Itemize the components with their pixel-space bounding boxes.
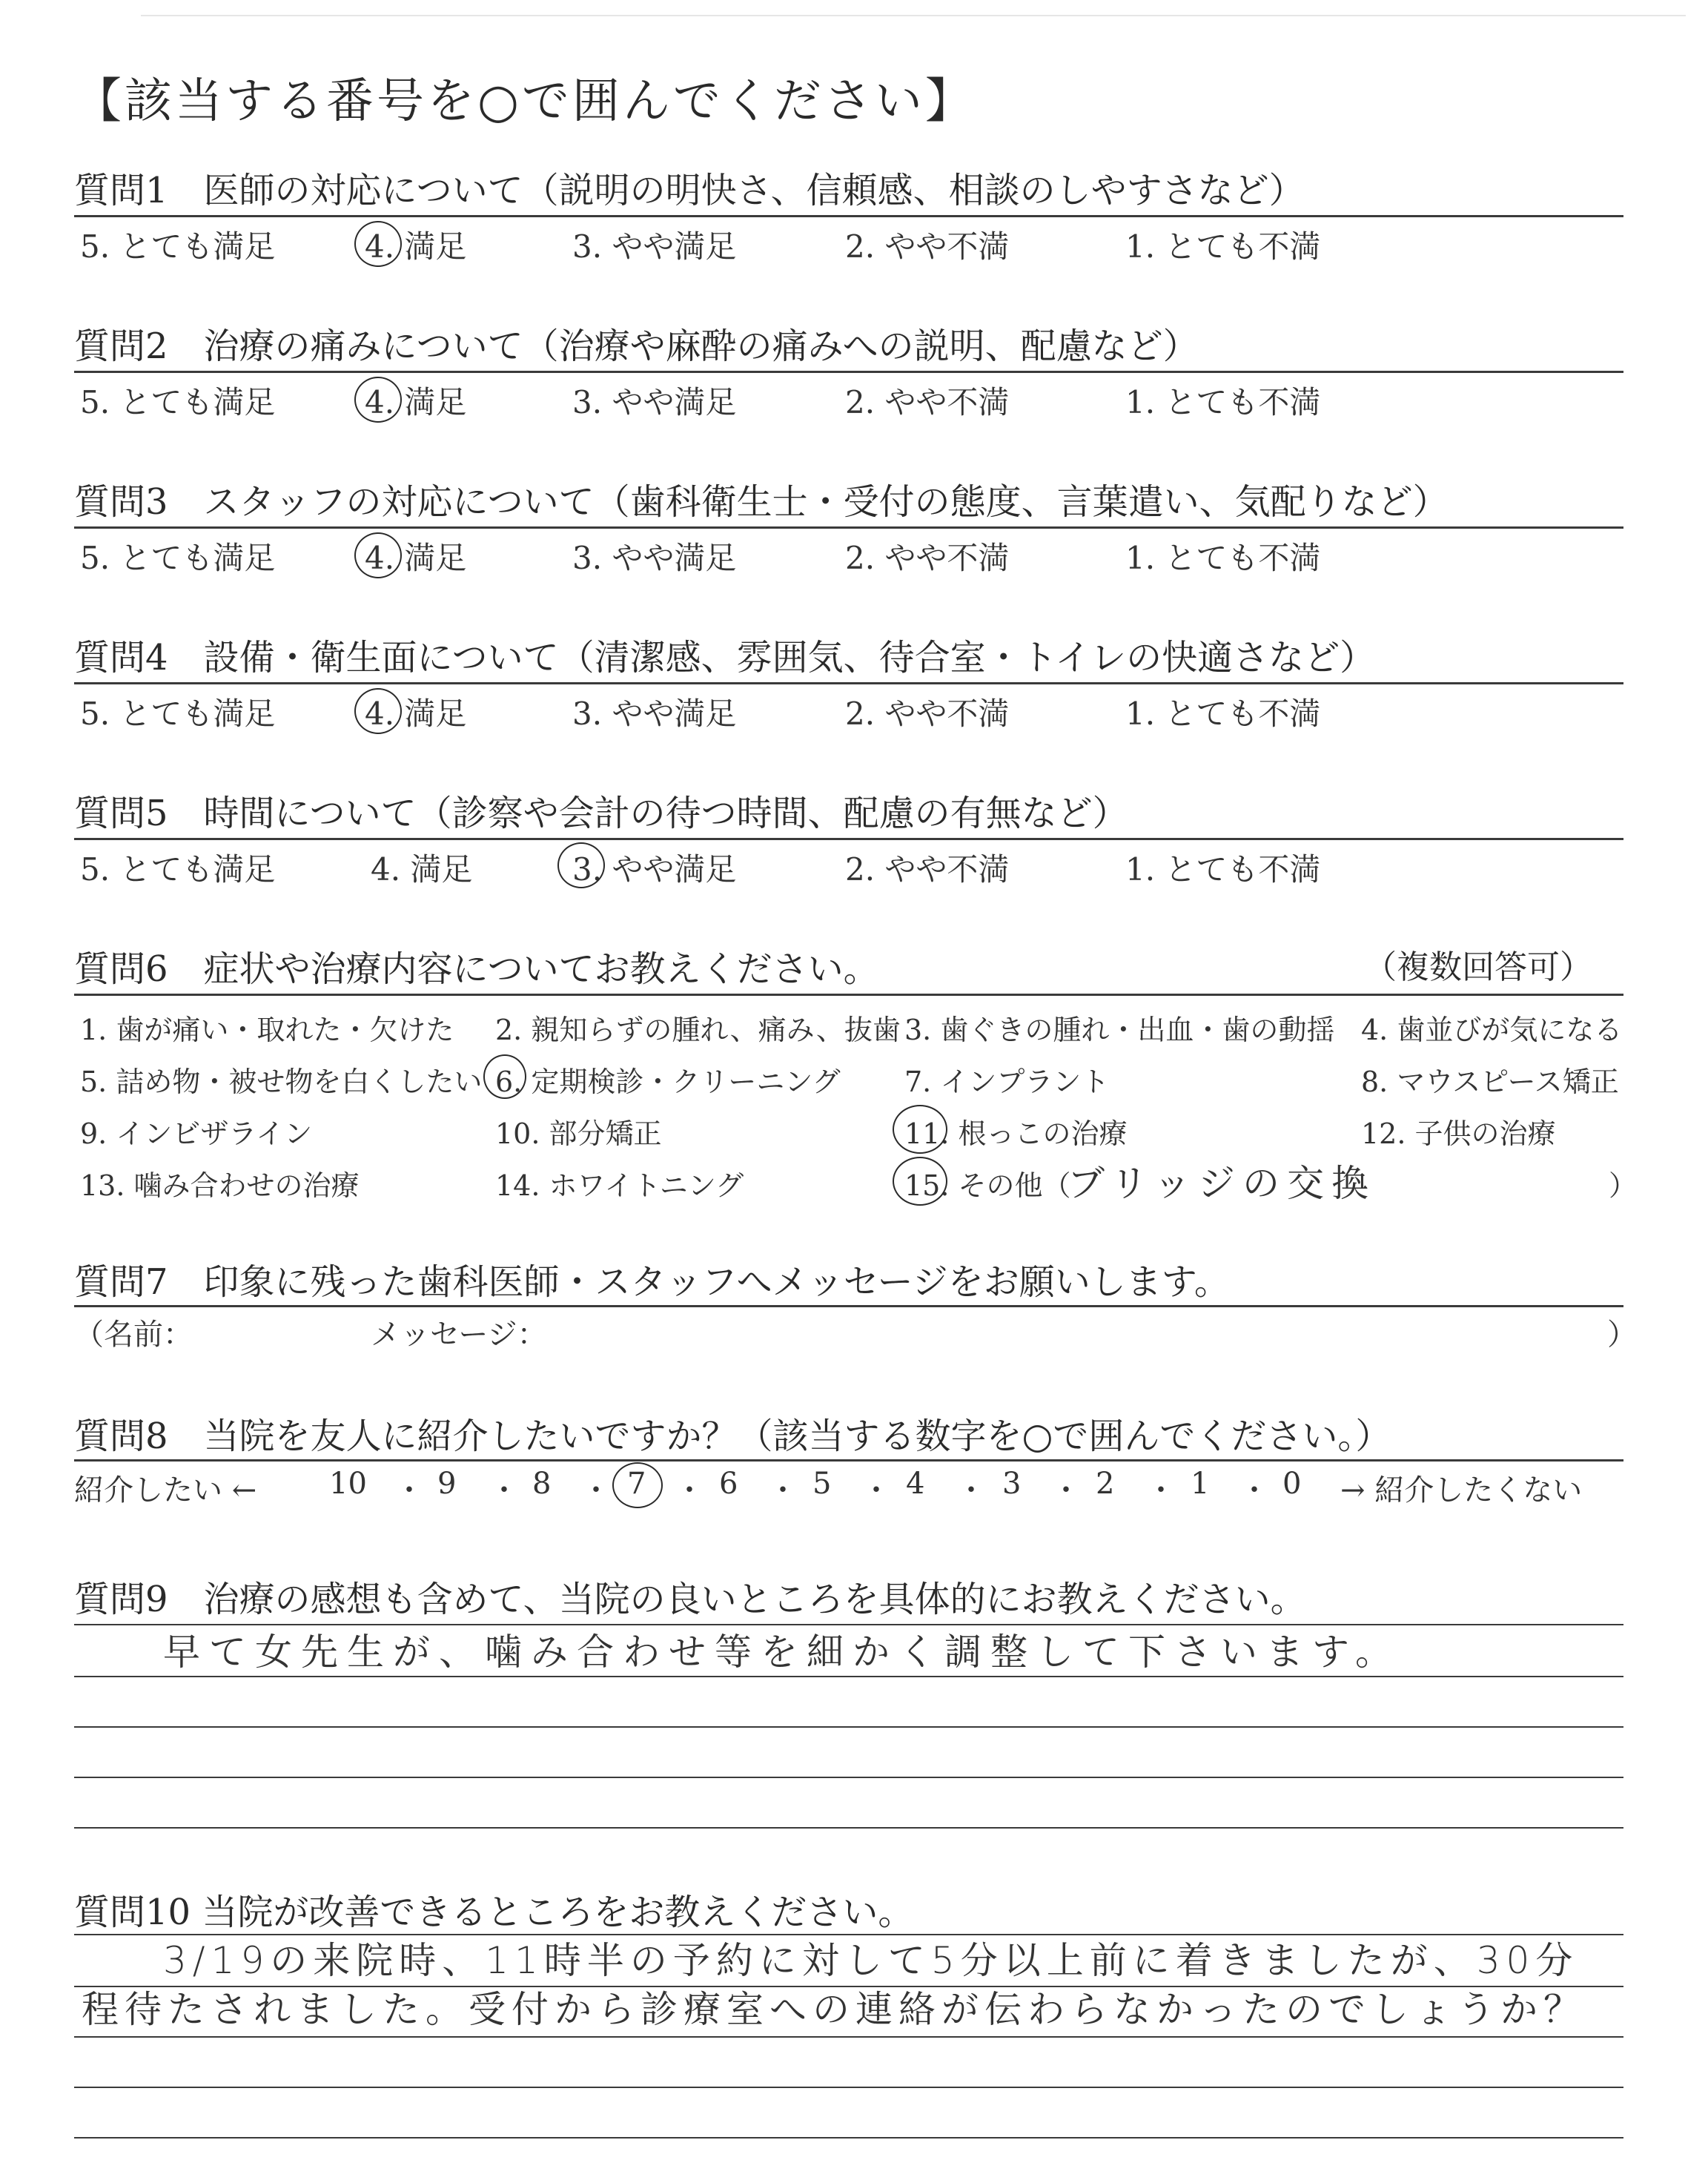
q1-option-4[interactable]: 4. 満足: [365, 228, 467, 265]
q6-item-8[interactable]: 8. マウスピース矯正: [1361, 1066, 1619, 1098]
q8-left-label: 紹介したい ←: [74, 1473, 257, 1507]
q10-line-3: [74, 2036, 1623, 2038]
q3-selection-circle: [354, 532, 402, 578]
q8-option-0[interactable]: 0: [1282, 1467, 1302, 1501]
q2-option-5[interactable]: 5. とても満足: [80, 384, 276, 420]
q6-item-10[interactable]: 10. 部分矯正: [495, 1117, 662, 1150]
q8-dot: ・: [768, 1473, 798, 1507]
q6-rule: [74, 994, 1623, 996]
q8-option-8[interactable]: 8: [532, 1467, 552, 1501]
q3-title: 質問3 スタッフの対応について（歯科衛生士・受付の態度、言葉遣い、気配りなど）: [74, 481, 1449, 523]
q4-option-3[interactable]: 3. やや満足: [572, 696, 737, 732]
q6-item-13[interactable]: 13. 噛み合わせの治療: [80, 1169, 360, 1202]
q7-message-label: メッセージ：: [371, 1318, 547, 1352]
q7-close: ）: [1607, 1318, 1637, 1352]
q6-item-14[interactable]: 14. ホワイトニング: [495, 1169, 744, 1202]
q10-answer-line-2: 程待たされました。受付から診療室への連絡が伝わらなかったのでしょうか？: [82, 1988, 1586, 2031]
q8-right-label: → 紹介したくない: [1340, 1473, 1583, 1507]
q8-option-9[interactable]: 9: [437, 1467, 457, 1501]
q8-option-5[interactable]: 5: [812, 1467, 832, 1501]
q2-option-4[interactable]: 4. 満足: [365, 384, 467, 420]
q6-item-2[interactable]: 2. 親知らずの腫れ、痛み、抜歯: [495, 1014, 901, 1046]
q9-line-4: [74, 1777, 1623, 1778]
q2-selection-circle: [354, 377, 402, 423]
q8-title: 質問8 当院を友人に紹介したいですか？（該当する数字を○で囲んでください。）: [74, 1416, 1391, 1457]
q8-option-1[interactable]: 1: [1191, 1467, 1210, 1501]
top-rule: [141, 15, 1686, 16]
q8-dot: ・: [1146, 1473, 1176, 1507]
q10-title: 質問10 当院が改善できるところをお教えください。: [74, 1892, 914, 1933]
q6-item-15-circle: [893, 1157, 947, 1206]
q8-dot: ・: [956, 1473, 986, 1507]
q5-rule: [74, 838, 1623, 840]
q4-title: 質問4 設備・衛生面について（清潔感、雰囲気、待合室・トイレの快適さなど）: [74, 637, 1376, 678]
q4-option-4[interactable]: 4. 満足: [365, 696, 467, 732]
q3-option-2[interactable]: 2. やや不満: [845, 540, 1010, 576]
q4-option-1[interactable]: 1. とても不満: [1125, 696, 1321, 732]
q9-answer: 早て女先生が、噛み合わせ等を細かく調整して下さいます。: [163, 1631, 1401, 1674]
q3-option-4[interactable]: 4. 満足: [365, 540, 467, 576]
q6-item-15[interactable]: 15. その他（: [904, 1169, 1071, 1202]
q5-option-3[interactable]: 3. やや満足: [572, 851, 737, 888]
q10-line-4: [74, 2087, 1623, 2088]
q8-dot: ・: [394, 1473, 424, 1507]
q8-dot: ・: [489, 1473, 519, 1507]
q2-option-1[interactable]: 1. とても不満: [1125, 384, 1321, 420]
q8-option-2[interactable]: 2: [1096, 1467, 1115, 1501]
q6-item-5[interactable]: 5. 詰め物・被せ物を白くしたい: [80, 1066, 483, 1098]
q5-title: 質問5 時間について（診察や会計の待つ時間、配慮の有無など）: [74, 793, 1128, 834]
q6-item-6[interactable]: 6. 定期検診・クリーニング: [495, 1066, 841, 1098]
q1-rule: [74, 215, 1623, 217]
q6-item-9[interactable]: 9. インビザライン: [80, 1117, 313, 1150]
q9-title: 質問9 治療の感想も含めて、当院の良いところを具体的にお教えください。: [74, 1579, 1306, 1620]
q7-name-label: （名前：: [74, 1318, 193, 1352]
q1-selection-circle: [354, 221, 402, 267]
q2-option-3[interactable]: 3. やや満足: [572, 384, 737, 420]
q6-item-11-circle: [893, 1105, 947, 1154]
form-header: 【該当する番号を○で囲んでください】: [74, 74, 976, 129]
q6-item-1[interactable]: 1. 歯が痛い・取れた・欠けた: [80, 1014, 454, 1046]
q3-rule: [74, 526, 1623, 529]
q9-line-2: [74, 1676, 1623, 1677]
q6-item-7[interactable]: 7. インプラント: [904, 1066, 1110, 1098]
q1-title: 質問1 医師の対応について（説明の明快さ、信頼感、相談のしやすさなど）: [74, 170, 1305, 211]
q6-item-3[interactable]: 3. 歯ぐきの腫れ・出血・歯の動揺: [904, 1014, 1335, 1046]
q6-item-15-close: ）: [1609, 1169, 1638, 1202]
q6-item-6-circle: [483, 1054, 526, 1099]
q5-option-5[interactable]: 5. とても満足: [80, 851, 276, 888]
q10-line-5: [74, 2137, 1623, 2138]
q8-dot: ・: [581, 1473, 611, 1507]
q8-dot: ・: [861, 1473, 891, 1507]
q5-option-1[interactable]: 1. とても不満: [1125, 851, 1321, 888]
q4-selection-circle: [354, 688, 402, 734]
q4-option-2[interactable]: 2. やや不満: [845, 696, 1010, 732]
q7-title: 質問7 印象に残った歯科医師・スタッフへメッセージをお願いします。: [74, 1261, 1230, 1303]
q8-option-6[interactable]: 6: [719, 1467, 738, 1501]
q8-dot: ・: [1051, 1473, 1081, 1507]
q7-rule: [74, 1305, 1623, 1307]
q8-rule: [74, 1459, 1623, 1462]
q3-option-3[interactable]: 3. やや満足: [572, 540, 737, 576]
q1-option-2[interactable]: 2. やや不満: [845, 228, 1010, 265]
q8-option-7[interactable]: 7: [627, 1467, 646, 1501]
q1-option-5[interactable]: 5. とても満足: [80, 228, 276, 265]
q2-rule: [74, 371, 1623, 373]
q6-other-handwritten: ブリッジの交換: [1068, 1162, 1376, 1205]
q9-line-3: [74, 1726, 1623, 1728]
q3-option-5[interactable]: 5. とても満足: [80, 540, 276, 576]
q8-option-3[interactable]: 3: [1002, 1467, 1022, 1501]
q6-title: 質問6 症状や治療内容についてお教えください。: [74, 948, 879, 990]
q5-option-2[interactable]: 2. やや不満: [845, 851, 1010, 888]
q2-title: 質問2 治療の痛みについて（治療や麻酔の痛みへの説明、配慮など）: [74, 326, 1199, 367]
q1-option-1[interactable]: 1. とても不満: [1125, 228, 1321, 265]
q6-note: （複数回答可）: [1364, 948, 1592, 986]
q8-dot: ・: [1239, 1473, 1269, 1507]
q4-option-5[interactable]: 5. とても満足: [80, 696, 276, 732]
q4-rule: [74, 682, 1623, 684]
q1-option-3[interactable]: 3. やや満足: [572, 228, 737, 265]
q8-dot: ・: [675, 1473, 704, 1507]
q3-option-1[interactable]: 1. とても不満: [1125, 540, 1321, 576]
q6-item-12[interactable]: 12. 子供の治療: [1361, 1117, 1556, 1150]
q8-selection-circle: [612, 1462, 663, 1508]
q6-item-4[interactable]: 4. 歯並びが気になる: [1361, 1014, 1623, 1046]
q2-option-2[interactable]: 2. やや不満: [845, 384, 1010, 420]
q5-option-4[interactable]: 4. 満足: [371, 851, 473, 888]
q8-option-4[interactable]: 4: [906, 1467, 925, 1501]
q10-answer-line-1: 3/19の来院時、11時半の予約に対して5分以上前に着きましたが、30分: [163, 1939, 1579, 1982]
q5-selection-circle: [557, 842, 605, 888]
q8-option-10[interactable]: 10: [329, 1467, 367, 1501]
q9-line-5: [74, 1827, 1623, 1829]
q6-item-11[interactable]: 11. 根っこの治療: [904, 1117, 1128, 1150]
